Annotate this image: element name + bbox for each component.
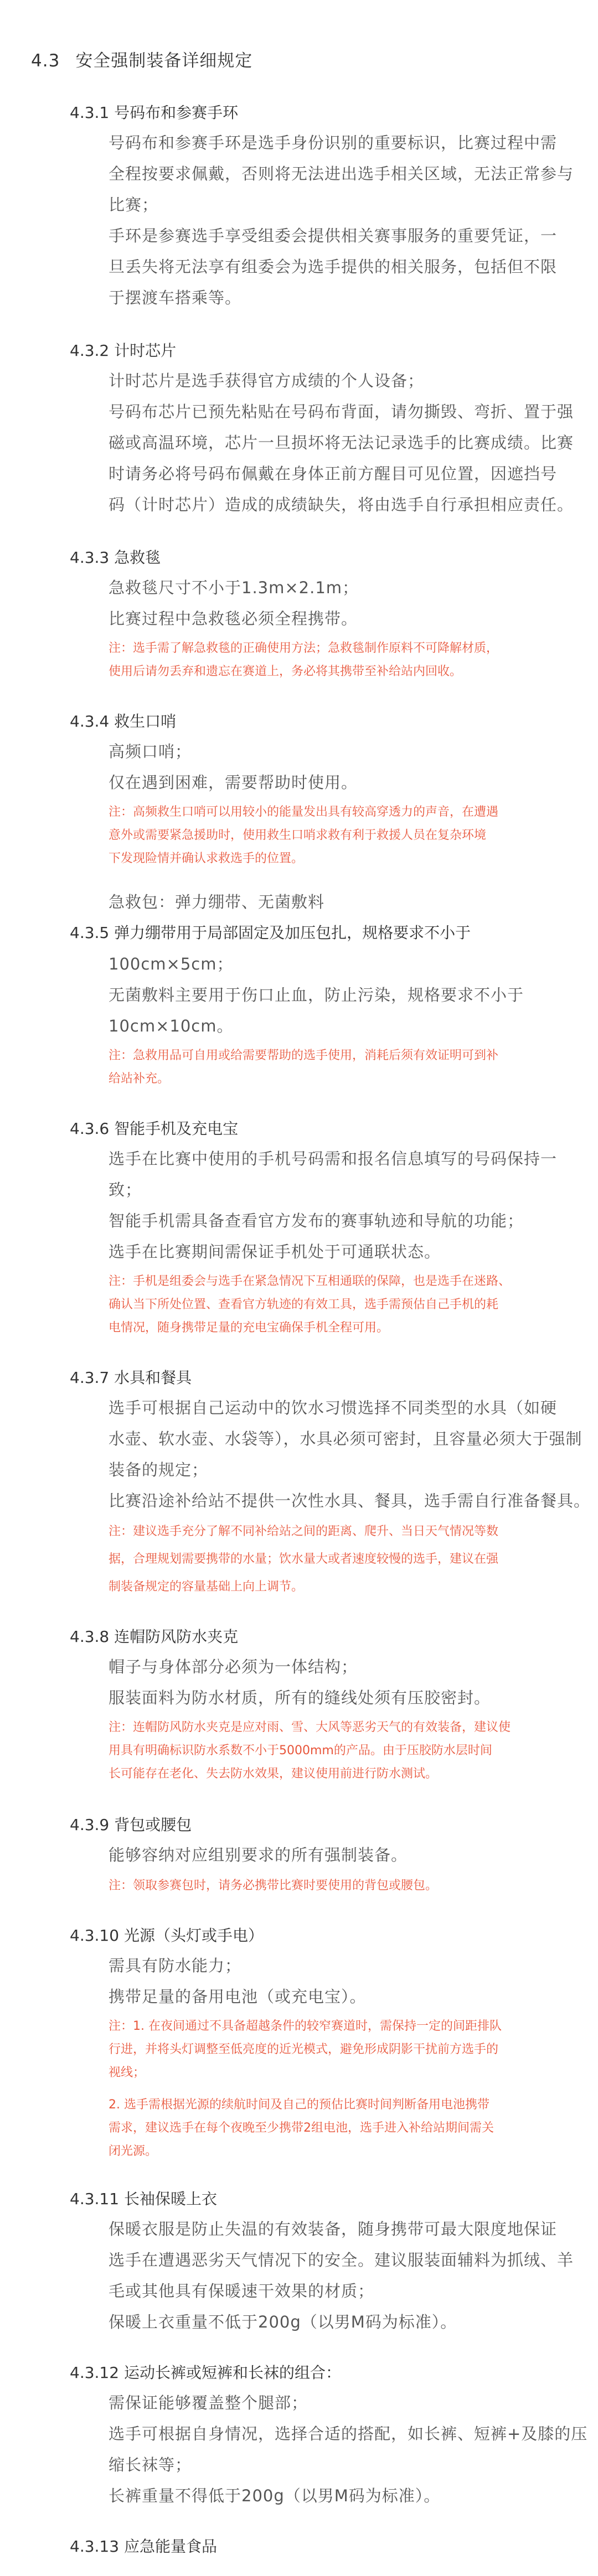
note-line: 给站补充。 bbox=[109, 1072, 170, 1086]
body-line: 全程按要求佩戴，否则将无法进出选手相关区域，无法正常参与 bbox=[109, 164, 574, 183]
note-line: 闭光源。 bbox=[109, 2144, 158, 2158]
body-line: 致； bbox=[109, 1180, 142, 1199]
subsection-title: 4.3.12 运动长裤或短裤和长袜的组合： bbox=[70, 2364, 341, 2382]
body-line: 号码布和参赛手环是选手身份识别的重要标识，比赛过程中需 bbox=[109, 133, 558, 152]
body-line: 急救毯尺寸不小于1.3m×2.1m； bbox=[109, 578, 359, 597]
subsection-title: 4.3.3 急救毯 bbox=[70, 548, 161, 567]
note-line: 注：1. 在夜间通过不具备超越条件的较窄赛道时，需保持一定的间距排队 bbox=[109, 2019, 502, 2033]
body-line: 选手在比赛中使用的手机号码需和报名信息填写的号码保持一 bbox=[109, 1149, 558, 1168]
note-line: 使用后请勿丢弃和遗忘在赛道上，务必将其携带至补给站内回收。 bbox=[109, 665, 462, 678]
body-line: 缩长袜等； bbox=[109, 2455, 192, 2474]
subsection-title: 4.3.6 智能手机及充电宝 bbox=[70, 1119, 239, 1138]
note-line: 确认当下所处位置、查看官方轨迹的有效工具，选手需预估自己手机的耗 bbox=[109, 1298, 499, 1312]
body-line: 水壶、软水壶、水袋等），水具必须可密封，且容量必须大于强制 bbox=[109, 1429, 582, 1448]
body-line: 选手可根据自身情况，选择合适的搭配，如长裤、短裤+及膝的压 bbox=[109, 2424, 588, 2443]
body-line: 旦丢失将无法享有组委会为选手提供的相关服务，包括但不限 bbox=[109, 257, 558, 276]
note-line: 注：领取参赛包时，请务必携带比赛时要使用的背包或腰包。 bbox=[109, 1879, 438, 1893]
subsection-title: 4.3.10 光源（头灯或手电） bbox=[70, 1926, 264, 1945]
note-line: 长可能存在老化、失去防水效果，建议使用前进行防水测试。 bbox=[109, 1767, 438, 1781]
body-line: 时请务必将号码布佩戴在身体正前方醒目可见位置，因遮挡号 bbox=[109, 464, 558, 483]
note-line: 注：高频救生口哨可以用较小的能量发出具有较高穿透力的声音，在遭遇 bbox=[109, 805, 499, 819]
note-line: 行进，并将头灯调整至低亮度的近光模式，避免形成阴影干扰前方选手的 bbox=[109, 2043, 499, 2056]
body-line: 需保证能够覆盖整个腿部； bbox=[109, 2393, 308, 2412]
section-heading bbox=[31, 46, 252, 71]
body-line: 比赛沿途补给站不提供一次性水具、餐具，选手需自行准备餐具。 bbox=[109, 1491, 591, 1510]
body-line: 毛或其他具有保暖速干效果的材质； bbox=[109, 2282, 375, 2300]
note-line: 用具有明确标识防水系数不小于5000mm的产品。由于压胶防水层时间 bbox=[109, 1744, 492, 1758]
subsection-title: 4.3.9 背包或腰包 bbox=[70, 1816, 192, 1834]
body-line: 选手在比赛期间需保证手机处于可通联状态。 bbox=[109, 1242, 441, 1261]
subsection-title: 4.3.8 连帽防风防水夹克 bbox=[70, 1628, 239, 1646]
body-line: 磁或高温环境，芯片一旦损坏将无法记录选手的比赛成绩。比赛 bbox=[109, 433, 574, 452]
subsection-title: 4.3.4 救生口哨 bbox=[70, 712, 177, 730]
note-line: 注：建议选手充分了解不同补给站之间的距离、爬升、当日天气情况等数 bbox=[109, 1525, 499, 1538]
section-title: 安全强制装备详细规定 bbox=[75, 51, 253, 71]
body-line: 号码布芯片已预先粘贴在号码布背面，请勿撕毁、弯折、置于强 bbox=[109, 402, 574, 421]
note-line: 据，合理规划需要携带的水量；饮水量大或者速度较慢的选手，建议在强 bbox=[109, 1552, 499, 1566]
body-line: 服装面料为防水材质，所有的缝线处须有压胶密封。 bbox=[109, 1688, 491, 1707]
note-line: 制装备规定的容量基础上向上调节。 bbox=[109, 1580, 304, 1594]
body-line: 高频口哨； bbox=[109, 742, 192, 761]
note-line: 注：手机是组委会与选手在紧急情况下互相通联的保障，也是选手在迷路、 bbox=[109, 1274, 511, 1288]
note-line: 2. 选手需根据光源的续航时间及自己的预估比赛时间判断备用电池携带 bbox=[109, 2098, 489, 2112]
subsection-title: 4.3.13 应急能量食品 bbox=[70, 2537, 217, 2556]
body-line: 能够容纳对应组别要求的所有强制装备。 bbox=[109, 1846, 408, 1864]
body-line: 选手可根据自己运动中的饮水习惯选择不同类型的水具（如硬 bbox=[109, 1398, 558, 1417]
body-line: 比赛过程中急救毯必须全程携带。 bbox=[109, 609, 358, 628]
note-line: 电情况，随身携带足量的充电宝确保手机全程可用。 bbox=[109, 1321, 389, 1335]
body-line: 帽子与身体部分必须为一体结构； bbox=[109, 1657, 358, 1676]
body-line: 比赛； bbox=[109, 195, 159, 214]
note-line: 注：连帽防风防水夹克是应对雨、雪、大风等恶劣天气的有效装备，建议使 bbox=[109, 1720, 511, 1734]
note-line: 视线； bbox=[109, 2066, 146, 2080]
body-line: 无菌敷料主要用于伤口止血，防止污染，规格要求不小于 bbox=[109, 986, 524, 1004]
body-line: 携带足量的备用电池（或充电宝）。 bbox=[109, 1987, 367, 2006]
note-line: 下发现险情并确认求救选手的位置。 bbox=[109, 852, 304, 865]
body-line: 100cm×5cm； bbox=[109, 955, 234, 973]
body-line: 10cm×10cm。 bbox=[109, 1017, 234, 1035]
subsection-title: 4.3.7 水具和餐具 bbox=[70, 1369, 192, 1387]
body-line: 码（计时芯片）造成的成绩缺失，将由选手自行承担相应责任。 bbox=[109, 495, 574, 514]
note-line: 需求，建议选手在每个夜晚至少携带2组电池，选手进入补给站期间需关 bbox=[109, 2121, 494, 2135]
note-line: 意外或需要紧急援助时，使用救生口哨求救有利于救援人员在复杂环境 bbox=[109, 828, 487, 842]
body-line: 装备的规定； bbox=[109, 1460, 209, 1479]
body-line: 保暖上衣重量不低于200g（以男M码为标准）。 bbox=[109, 2313, 457, 2331]
body-line: 仅在遇到困难，需要帮助时使用。 bbox=[109, 773, 358, 792]
subsection-title: 4.3.5 弹力绷带用于局部固定及加压包扎，规格要求不小于 bbox=[70, 924, 471, 942]
body-line: 保暖衣服是防止失温的有效装备，随身携带可最大限度地保证 bbox=[109, 2220, 558, 2238]
note-line: 注：急救用品可自用或给需要帮助的选手使用，消耗后须有效证明可到补 bbox=[109, 1049, 499, 1062]
subsection-title: 4.3.1 号码布和参赛手环 bbox=[70, 103, 239, 122]
body-line: 选手在遭遇恶劣天气情况下的安全。建议服装面辅料为抓绒、羊 bbox=[109, 2251, 574, 2269]
subsection-title: 4.3.2 计时芯片 bbox=[70, 341, 177, 360]
body-line: 需具有防水能力； bbox=[109, 1956, 242, 1975]
body-line: 长裤重量不得低于200g（以男M码为标准）。 bbox=[109, 2486, 441, 2505]
body-line: 于摆渡车搭乘等。 bbox=[109, 288, 242, 307]
section-number: 4.3 bbox=[31, 51, 60, 71]
body-line: 急救包：弹力绷带、无菌敷料 bbox=[109, 893, 325, 911]
note-line: 注：选手需了解急救毯的正确使用方法；急救毯制作原料不可降解材质， bbox=[109, 641, 499, 655]
body-line: 智能手机需具备查看官方发布的赛事轨迹和导航的功能； bbox=[109, 1211, 524, 1230]
subsection-title: 4.3.11 长袖保暖上衣 bbox=[70, 2190, 217, 2208]
body-line: 计时芯片是选手获得官方成绩的个人设备； bbox=[109, 371, 425, 390]
body-line: 手环是参赛选手享受组委会提供相关赛事服务的重要凭证，一 bbox=[109, 226, 558, 245]
